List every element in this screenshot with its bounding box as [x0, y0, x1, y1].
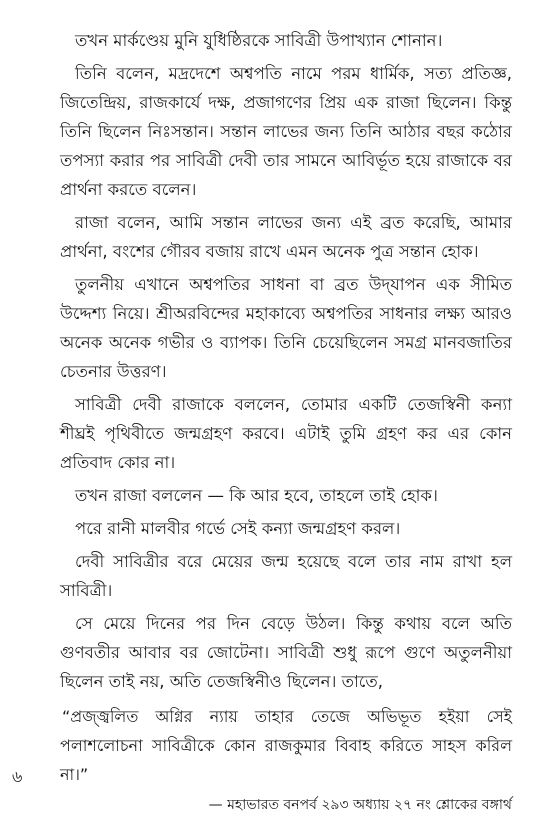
quote-citation: — মহাভারত বনপর্ব ২৯৩ অধ্যায় ২৭ নং শ্লোকের বঙ্গার্থ: [208, 797, 512, 813]
block-quote: “প্রজ্জ্বলিত অগ্নির ন্যায় তাহার তেজে অভিভূত হইয়া সেই পলাশলোচনা সাবিত্রীকে কোন রাজকুমার বিবাহ করিতে সাহস করিল না।”: [60, 707, 512, 784]
paragraph-king-reply: তখন রাজা বললেন — কি আর হবে, তাহলে তাই হোক।: [75, 486, 438, 505]
paragraph-intro: তখন মার্কণ্ডেয় মুনি যুধিষ্ঠিরকে সাবিত্রী উপাখ্যান শোনান।: [75, 31, 443, 50]
paragraph-birth: পরে রানী মালবীর গর্ভে সেই কন্যা জন্মগ্রহণ করল।: [75, 519, 401, 538]
paragraph-ashwapati: তিনি বলেন, মদ্রদেশে অশ্বপতি নামে পরম ধার্মিক, সত্য প্রতিজ্ঞ, জিতেন্দ্রিয়, রাজকার্যে দক্ষ, প্রজাগণের প্রিয় এক রাজা ছিলেন। কিন্তু তিনি ছিলেন নিঃসন্তান। সন্তান লাভের জন্য তিনি আঠার বছর কঠোর তপস্যা করার পর সাবিত্রী দেবী তার সামনে আবির্ভূত হয়ে রাজাকে বর প্রার্থনা করতে বলেন।: [60, 64, 512, 199]
paragraph-goddess-boon: সাবিত্রী দেবী রাজাকে বললেন, তোমার একটি তেজস্বিনী কন্যা শীঘ্রই পৃথিবীতে জন্মগ্রহণ করবে। এটাই তুমি গ্রহণ কর এর কোন প্রতিবাদ কোর না।: [60, 395, 512, 472]
paragraph-naming: দেবী সাবিত্রীর বরে মেয়ের জন্ম হয়েছে বলে তার নাম রাখা হল সাবিত্রী।: [60, 552, 512, 600]
paragraph-comparison: তুলনীয় এখানে অশ্বপতির সাধনা বা ব্রত উদ্‌যাপন এক সীমিত উদ্দেশ্য নিয়ে। শ্রীঅরবিন্দের মহাকাব্যে অশ্বপতির সাধনার লক্ষ্য আরও অনেক অনেক গভীর ও ব্যাপক। তিনি চেয়েছিলেন সমগ্র মানবজাতির চেতনার উত্তরণ।: [60, 275, 512, 381]
page-number: ৬: [12, 767, 23, 786]
page-body: [60, 26, 512, 817]
paragraph-growing-up: সে মেয়ে দিনের পর দিন বেড়ে উঠল। কিন্তু কথায় বলে অতি গুণবতীর আবার বর জোটেনা। সাবিত্রী শুধু রূপে গুণে অতুলনীয়া ছিলেন তাই নয়, অতি তেজস্বিনীও ছিলেন। তাতে,: [60, 614, 512, 691]
paragraph-king-prayer: রাজা বলেন, আমি সন্তান লাভের জন্য এই ব্রত করেছি, আমার প্রার্থনা, বংশের গৌরব বজায় রাখে এমন অনেক পুত্র সন্তান হোক।: [60, 213, 512, 261]
